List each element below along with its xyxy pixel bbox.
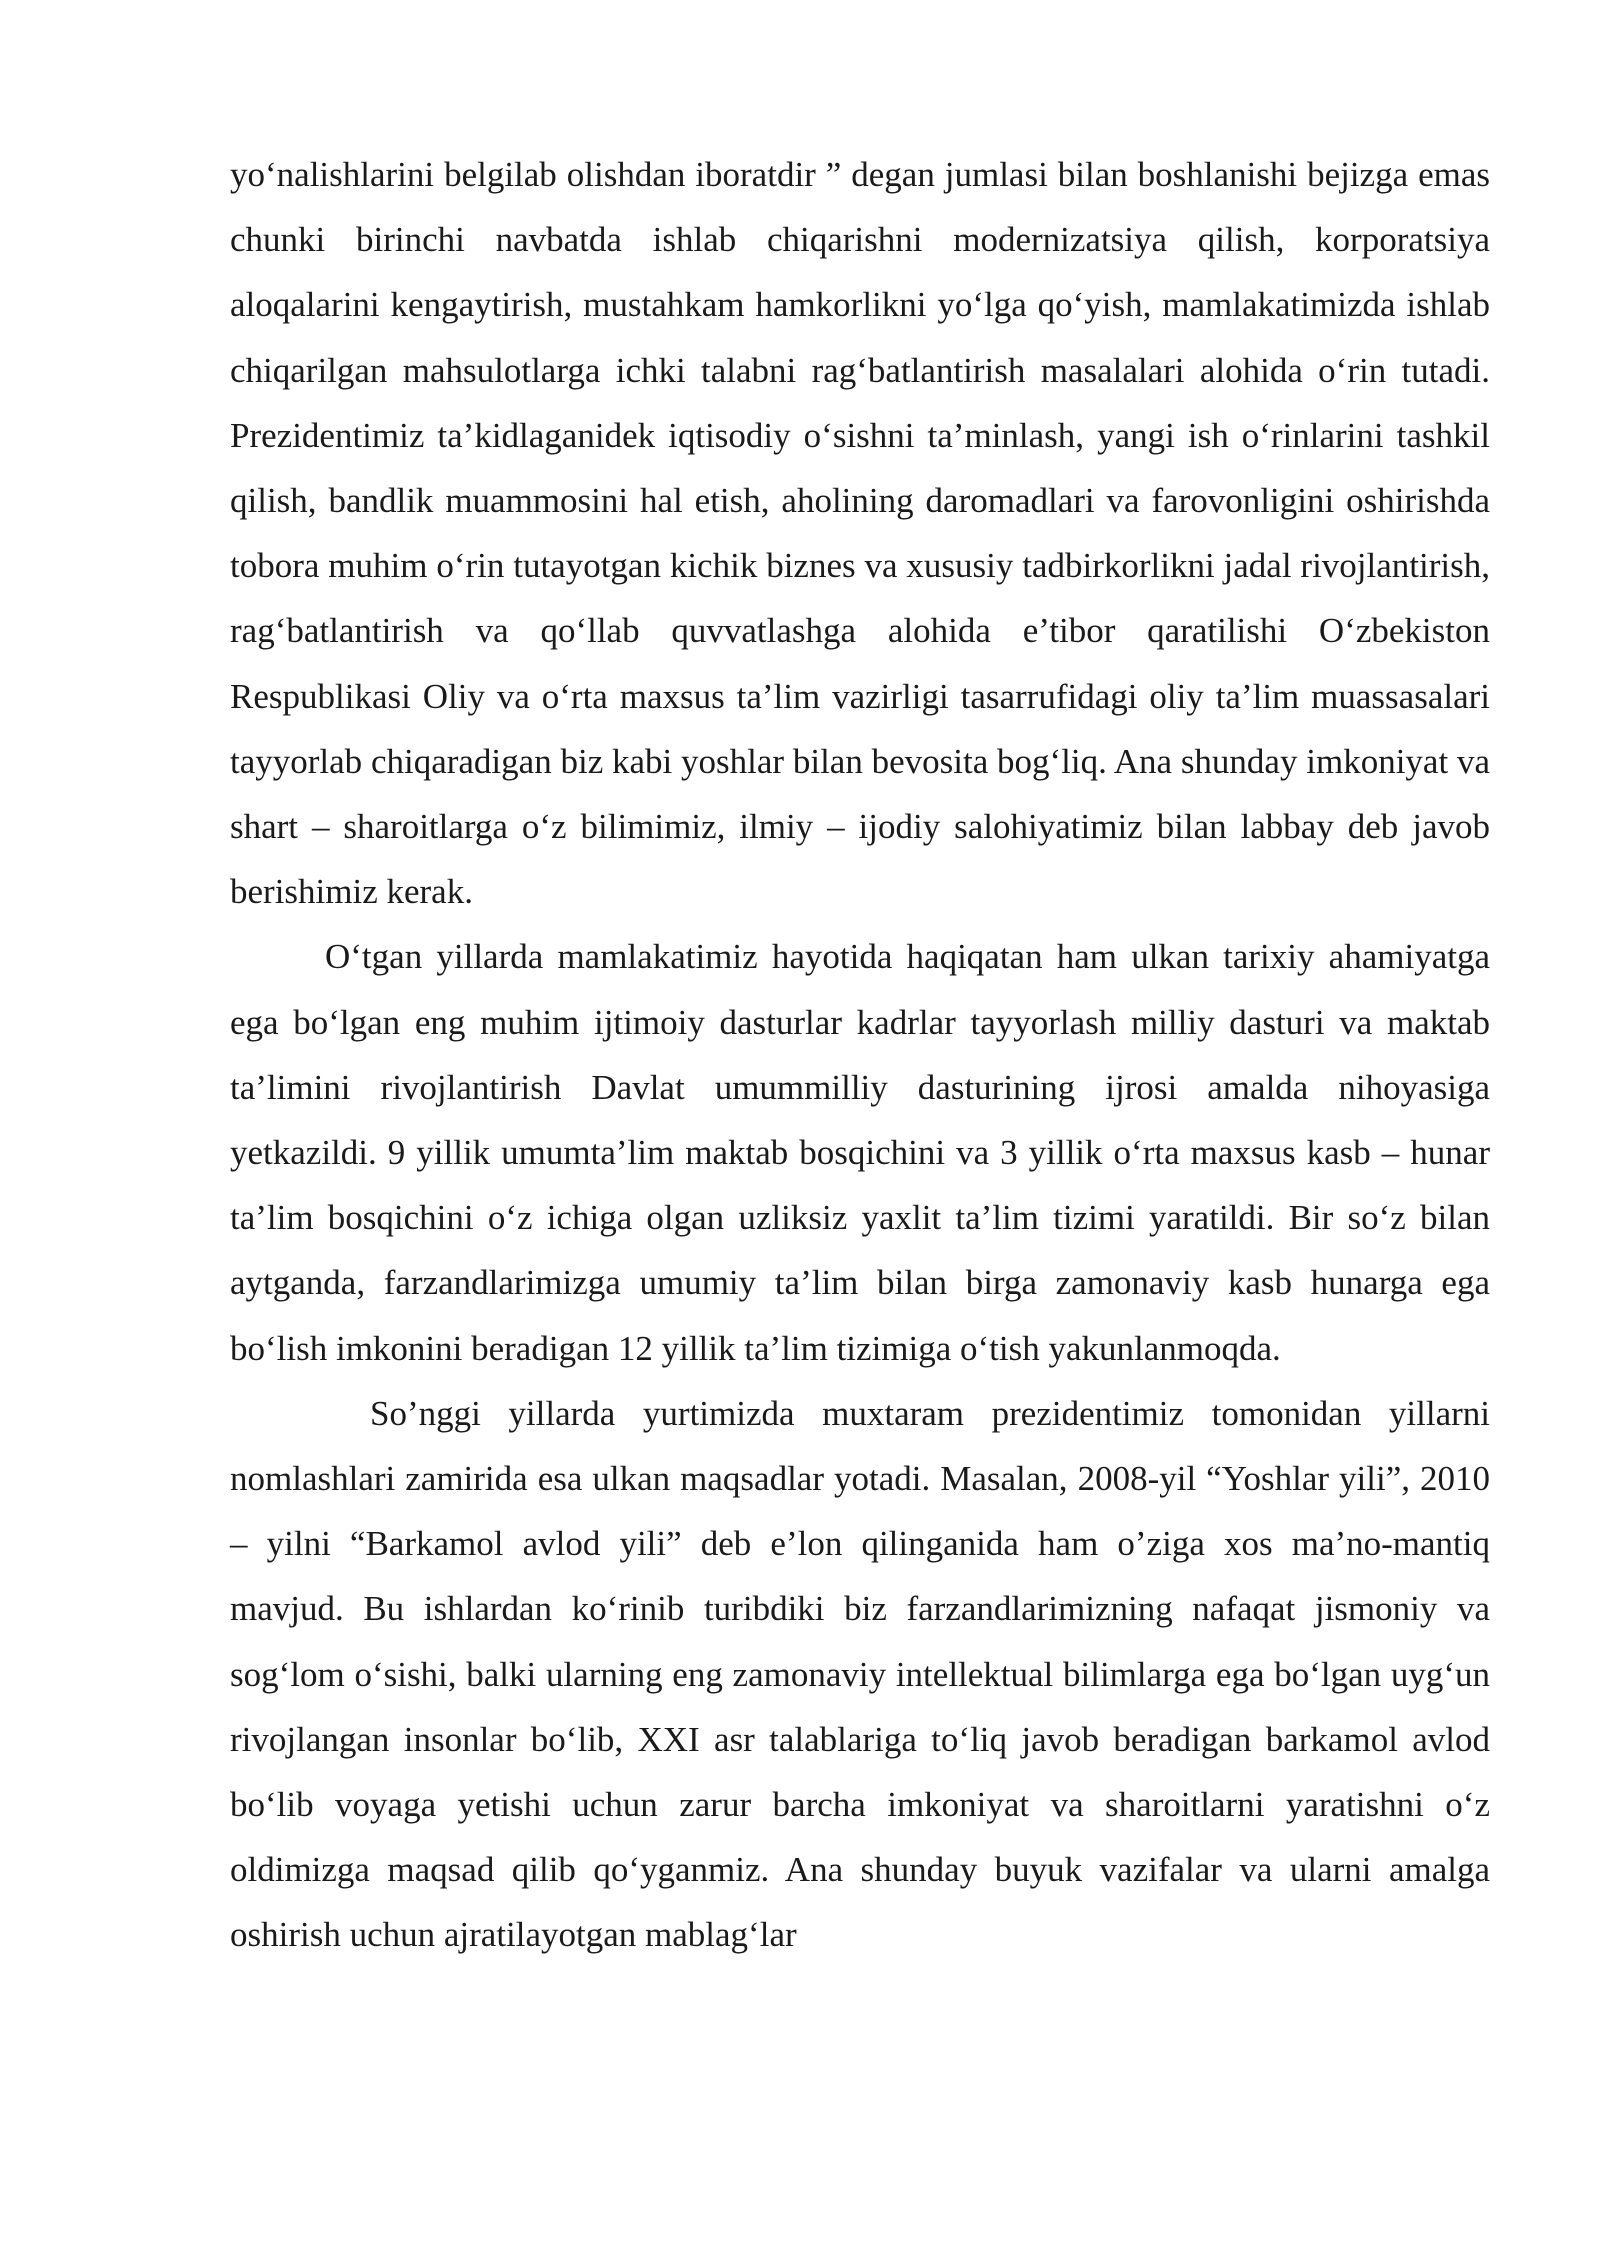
paragraph-3: So’nggi yillarda yurtimizda muxtaram prezidentimiz tomonidan yillarni nomlashlari zamirida esa ulkan maqsadlar yotadi. Masalan, 2008-yil “Yoshlar yili”, 2010 – yilni “Barkamol avlod yili” deb e’lon qilinganida ham o’ziga xos ma’no-mantiq mavjud. Bu ishlardan ko‘rinib turibdiki biz farzandlarimizning nafaqat jismoniy va sog‘lom o‘sishi, balki ularning eng zamonaviy intellektual bilimlarga ega bo‘lgan uyg‘un rivojlangan insonlar bo‘lib, XXI asr talablariga to‘liq javob beradigan barkamol avlod bo‘lib voyaga yetishi uchun zarur barcha imkoniyat va sharoitlarni yaratishni o‘z oldimizga maqsad qilib qo‘yganmiz. Ana shunday buyuk vazifalar va ularni amalga oshirish uchun ajratilayotgan mablag‘lar — [230, 1393, 1490, 1955]
paragraph-2: O‘tgan yillarda mamlakatimiz hayotida haqiqatan ham ulkan tarixiy ahamiyatga ega bo‘lgan eng muhim ijtimoiy dasturlar kadrlar tayyorlash milliy dasturi va maktab ta’limini rivojlantirish Davlat umummilliy dasturining ijrosi amalda nihoyasiga yetkazildi. 9 yillik umumta’lim maktab bosqichini va 3 yillik o‘rta maxsus kasb – hunar ta’lim bosqichini o‘z ichiga olgan uzliksiz yaxlit ta’lim tizimi yaratildi. Bir so‘z bilan aytganda, farzandlarimizga umumiy ta’lim bilan birga zamonaviy kasb hunarga ega bo‘lish imkonini beradigan 12 yillik ta’lim tizimiga o‘tish yakunlanmoqda. — [230, 937, 1490, 1368]
paragraph-1: yo‘nalishlarini belgilab olishdan iboratdir ” degan jumlasi bilan boshlanishi bejizga emas chunki birinchi navbatda ishlab chiqarishni modernizatsiya qilish, korporatsiya aloqalarini kengaytirish, mustahkam hamkorlikni yo‘lga qo‘yish, mamlakatimizda ishlab chiqarilgan mahsulotlarga ichki talabni rag‘batlantirish masalalari alohida o‘rin tutadi. Prezidentimiz ta’kidlaganidek iqtisodiy o‘sishni ta’minlash, yangi ish o‘rinlarini tashkil qilish, bandlik muammosini hal etish, aholining daromadlari va farovonligini oshirishda tobora muhim o‘rin tutayotgan kichik biznes va xususiy tadbirkorlikni jadal rivojlantirish, rag‘batlantirish va qo‘llab quvvatlashga alohida e’tibor qaratilishi O‘zbekiston Respublikasi Oliy va o‘rta maxsus ta’lim vazirligi tasarrufidagi oliy ta’lim muassasalari tayyorlab chiqaradigan biz kabi yoshlar bilan bevosita bog‘liq. Ana shunday imkoniyat va shart – sharoitlarga o‘z bilimimiz, ilmiy – ijodiy salohiyatimiz bilan labbay deb javob berishimiz kerak. — [230, 155, 1490, 912]
body-text — [230, 142, 1490, 1968]
